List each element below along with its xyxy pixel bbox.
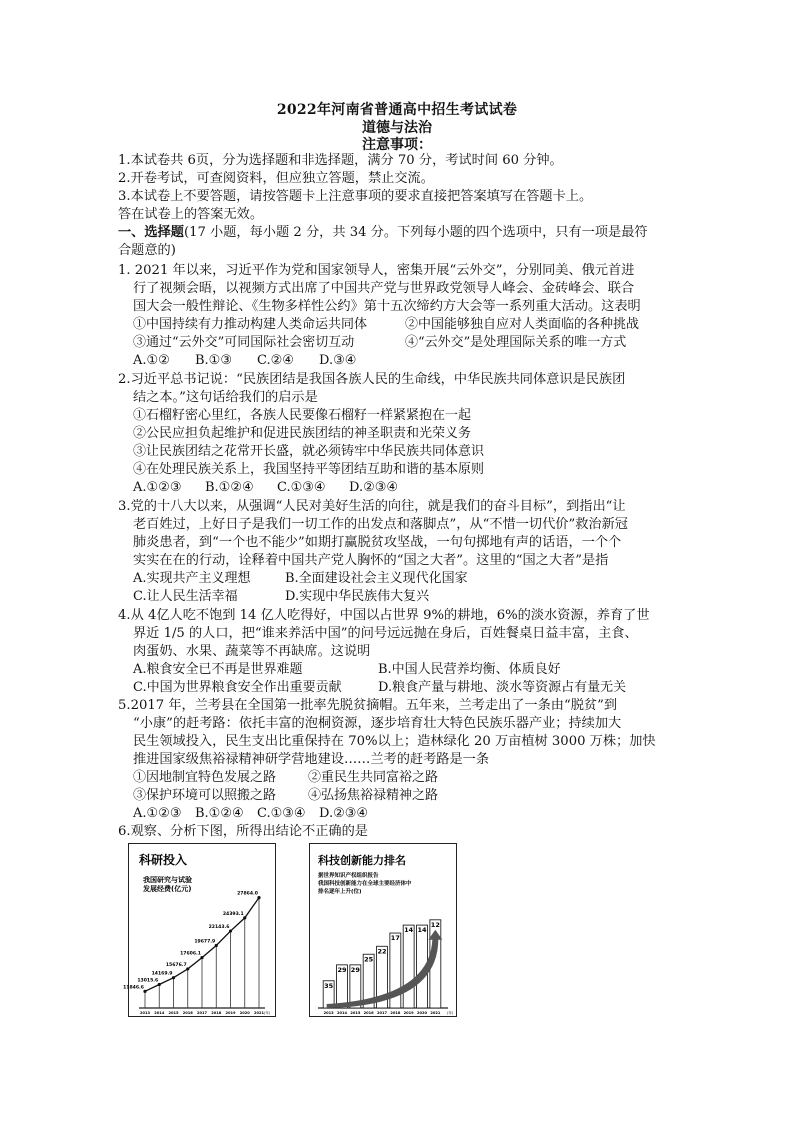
chart2-tick-2016: 2016 — [363, 1011, 374, 1015]
q2-statement-1: ①石榴籽密心里红，各族人民要像石榴籽一样紧紧抱在一起 — [133, 408, 472, 423]
chart1-subtitle-2: 发展经费(亿元) — [143, 885, 192, 893]
chart2-value-label-2019: 14 — [404, 926, 414, 935]
chart2-tick-2014: 2014 — [336, 1011, 348, 1015]
chart2-subtitle-3: 排名逐年上升(位) — [318, 889, 362, 895]
chart2-value-label-2013: 35 — [324, 981, 334, 990]
q2-choice-d[interactable]: D.②③④ — [349, 480, 399, 495]
q1-statement-3: ③通过“云外交”可同国际社会密切互动 — [133, 335, 355, 350]
section-heading-bold: 一、选择题 — [118, 225, 184, 240]
chart1-tick-2019: 2019 — [225, 1011, 236, 1015]
chart2-tick-2013: 2013 — [323, 1011, 334, 1015]
chart1-tick-2016: 2016 — [182, 1011, 193, 1015]
q3-choice-a[interactable]: A.实现共产主义理想 — [133, 571, 251, 586]
q2-statement-2: ②公民应担负起维护和促进民族团结的神圣职责和光荣义务 — [133, 426, 472, 441]
notice-title: 注意事项： — [362, 137, 432, 153]
chart1-tick-2018: 2018 — [211, 1011, 222, 1015]
q5-line-1: 5.2017 年，兰考县在全国第一批率先脱贫摘帽。五年来，兰考走出了一条由“脱贫”到 — [118, 698, 618, 713]
chart1-value-label-2017: 17606.1 — [180, 951, 201, 957]
q5-statement-1: ①因地制宜特色发展之路 — [133, 770, 277, 785]
chart1-value-label-2020: 24393.1 — [222, 911, 244, 917]
chart2-value-label-2018: 17 — [390, 934, 400, 943]
innovation-ranking-chart — [309, 843, 457, 1017]
exam-title: 2022年河南省普通高中招生考试试卷 — [276, 102, 518, 118]
q1-statement-2: ②中国能够独自应对人类面临的各种挑战 — [405, 317, 640, 332]
chart1-value-label-2019: 22143.6 — [208, 925, 230, 931]
q5-choice-a[interactable]: A.①②③ — [133, 806, 182, 821]
q2-statement-3: ③让民族团结之花常开长盛，就必须铸牢中华民族共同体意识 — [133, 444, 485, 459]
q2-choice-b[interactable]: B.①②④ — [205, 480, 254, 495]
chart2-tick-2020: 2020 — [416, 1011, 428, 1015]
chart1-subtitle-1: 我国研究与试验 — [143, 876, 192, 884]
rd-investment-chart — [123, 843, 276, 1017]
q5-line-3: 民生领域投入，民生支出比重保持在 70%以上；造林绿化 20 万亩植树 3000 万株；加快 — [133, 734, 656, 749]
q2-choice-c[interactable]: C.①③④ — [277, 480, 326, 495]
chart1-value-label-2018: 19677.9 — [194, 939, 216, 945]
q2-line-2: 结之本。”这句话给我们的启示是 — [133, 390, 318, 405]
chart1-tick-2017: 2017 — [196, 1011, 208, 1015]
q5-line-2: “小康”的赶考路：依托丰富的泡桐资源，逐步培育壮大特色民族乐器产业；持续加大 — [133, 716, 622, 731]
chart1-tick-2014: 2014 — [154, 1011, 165, 1015]
chart1-tick-2020: 2020 — [239, 1011, 250, 1015]
q3-choice-c[interactable]: C.让人民生活幸福 — [133, 589, 238, 604]
q1-statement-1: ①中国持续有力推动构建人类命运共同体 — [133, 317, 368, 332]
q4-line-2: 界近 1/5 的人口，把“谁来养活中国”的问号远远抛在身后，百姓餐桌日益丰富，主食、 — [133, 626, 638, 641]
section-heading-rest: (17 小题，每小题 2 分，共 34 分。下列每小题的四个选项中，只有一项是最符 — [183, 225, 648, 240]
chart2-x-unit: (年) — [446, 1011, 454, 1015]
notice-line-4: 答在试卷上的答案无效。 — [118, 207, 264, 222]
q2-choice-a[interactable]: A.①②③ — [133, 480, 182, 495]
chart1-tick-2021: 2021 — [253, 1011, 265, 1015]
chart1-value-label-2014: 13015.6 — [137, 978, 159, 984]
chart2-value-label-2014: 29 — [337, 965, 347, 974]
chart2-value-label-2017: 22 — [377, 947, 387, 956]
q2-statement-4: ④在处理民族关系上，我国坚持平等团结互助和谐的基本原则 — [133, 462, 485, 477]
q2-line-1: 2.习近平总书记说：“民族团结是我国各族人民的生命线，中华民族共同体意识是民族团 — [118, 372, 626, 387]
chart1-tick-2013: 2013 — [139, 1011, 151, 1015]
chart2-value-label-2020: 14 — [417, 926, 427, 935]
chart1-tick-2015: 2015 — [168, 1011, 179, 1015]
chart2-tick-2019: 2019 — [403, 1011, 414, 1015]
q4-choice-d[interactable]: D.粮食产量与耕地、淡水等资源占有量无关 — [378, 680, 627, 695]
notice-line-2: 2.开卷考试，可查阅资料，但应独立答题，禁止交流。 — [118, 171, 434, 186]
q5-choice-b[interactable]: B.①②④ — [195, 806, 244, 821]
chart1-value-label-2013: 11846.6 — [123, 985, 144, 991]
q1-line-1: 1. 2021 年以来，习近平作为党和国家领导人，密集开展“云外交”，分别同美、俄元首进 — [118, 263, 635, 278]
q1-choice-b[interactable]: B.①③ — [195, 353, 232, 368]
q1-choice-c[interactable]: C.②④ — [257, 353, 294, 368]
chart2-tick-2021: 2021 — [430, 1011, 441, 1015]
chart1-value-label-2016: 15676.7 — [165, 962, 187, 968]
q1-line-2: 行了视频会晤，以视频方式出席了中国共产党与世界政党领导人峰会、金砖峰会、联合 — [133, 281, 635, 296]
q4-line-1: 4.从 4亿人吃不饱到 14 亿人吃得好，中国以占世界 9%的耕地，6%的淡水资源，养育了世 — [118, 608, 650, 623]
rd-investment-svg — [123, 844, 275, 1016]
section-heading-line-2: 合题意的) — [118, 243, 176, 258]
subject-title: 道德与法治 — [362, 120, 432, 136]
q3-choice-b[interactable]: B.全面建设社会主义现代化国家 — [285, 571, 468, 586]
q3-line-1: 3.党的十八大以来，从强调“人民对美好生活的向往，就是我们的奋斗目标”，到指出“让 — [118, 499, 626, 514]
chart1-value-label-2021: 27864.0 — [237, 891, 258, 897]
chart2-value-label-2015: 29 — [350, 965, 360, 974]
chart2-value-label-2016: 25 — [364, 955, 374, 964]
q3-line-3: 肺炎患者，到“一个也不能少”如期打赢脱贫攻坚战，一句句掷地有声的话语，一个个 — [133, 535, 622, 550]
chart1-value-label-2015: 14169.9 — [151, 971, 173, 977]
q4-choice-a[interactable]: A.粮食安全已不再是世界难题 — [133, 662, 303, 677]
section-heading — [118, 224, 648, 242]
q3-choice-d[interactable]: D.实现中华民族伟大复兴 — [285, 589, 430, 604]
q5-choice-d[interactable]: D.②③④ — [319, 806, 369, 821]
q6-line: 6.观察、分析下图，所得出结论不正确的是 — [118, 824, 368, 839]
chart2-subtitle-2: 我国科技创新能力在全球主要经济体中 — [318, 881, 412, 887]
q5-line-4: 推进国家级焦裕禄精神研学营地建设……兰考的赶考路是一条 — [133, 752, 490, 767]
q5-statement-4: ④弘扬焦裕禄精神之路 — [308, 788, 439, 803]
chart2-bar-2019 — [403, 925, 414, 1008]
chart2-tick-2015: 2015 — [350, 1011, 361, 1015]
innovation-ranking-svg — [310, 844, 456, 1016]
q1-choice-d[interactable]: D.③④ — [319, 353, 357, 368]
q5-statement-2: ②重民生共同富裕之路 — [308, 770, 439, 785]
notice-line-1: 1.本试卷共 6页，分为选择题和非选择题，满分 70 分，考试时间 60 分钟。 — [118, 153, 563, 168]
chart2-subtitle-1: 据世界知识产权组织报告 — [318, 873, 379, 879]
q1-choice-a[interactable]: A.①② — [133, 353, 170, 368]
q4-choice-c[interactable]: C.中国为世界粮食安全作出重要贡献 — [133, 680, 342, 695]
q5-statement-3: ③保护环境可以照搬之路 — [133, 788, 277, 803]
q1-statement-4: ④“云外交”是处理国际关系的唯一方式 — [405, 335, 627, 350]
q4-choice-b[interactable]: B.中国人民营养均衡、体质良好 — [378, 662, 561, 677]
chart2-tick-2017: 2017 — [376, 1011, 388, 1015]
chart1-x-unit: (年) — [263, 1011, 271, 1015]
q3-line-4: 实实在在的行动，诠释着中国共产党人胸怀的“国之大者”。这里的“国之大者”是指 — [133, 553, 609, 568]
chart2-value-label-2021: 12 — [430, 920, 440, 929]
chart2-title: 科技创新能力排名 — [318, 854, 406, 867]
q5-choice-c[interactable]: C.①③④ — [257, 806, 306, 821]
q4-line-3: 肉蛋奶、水果、蔬菜等不再缺席。这说明 — [133, 644, 371, 659]
q3-line-2: 老百姓过，上好日子是我们一切工作的出发点和落脚点”，从“不惜一切代价”救治新冠 — [133, 517, 628, 532]
notice-line-3: 3.本试卷上不要答题，请按答题卡上注意事项的要求直接把答案填写在答题卡上。 — [118, 189, 593, 204]
chart1-title: 科研投入 — [139, 853, 188, 867]
chart2-tick-2018: 2018 — [390, 1011, 401, 1015]
q1-line-3: 国大会一般性辩论、《生物多样性公约》第十五次缔约方大会等一系列重大活动。这表明 — [133, 299, 641, 314]
